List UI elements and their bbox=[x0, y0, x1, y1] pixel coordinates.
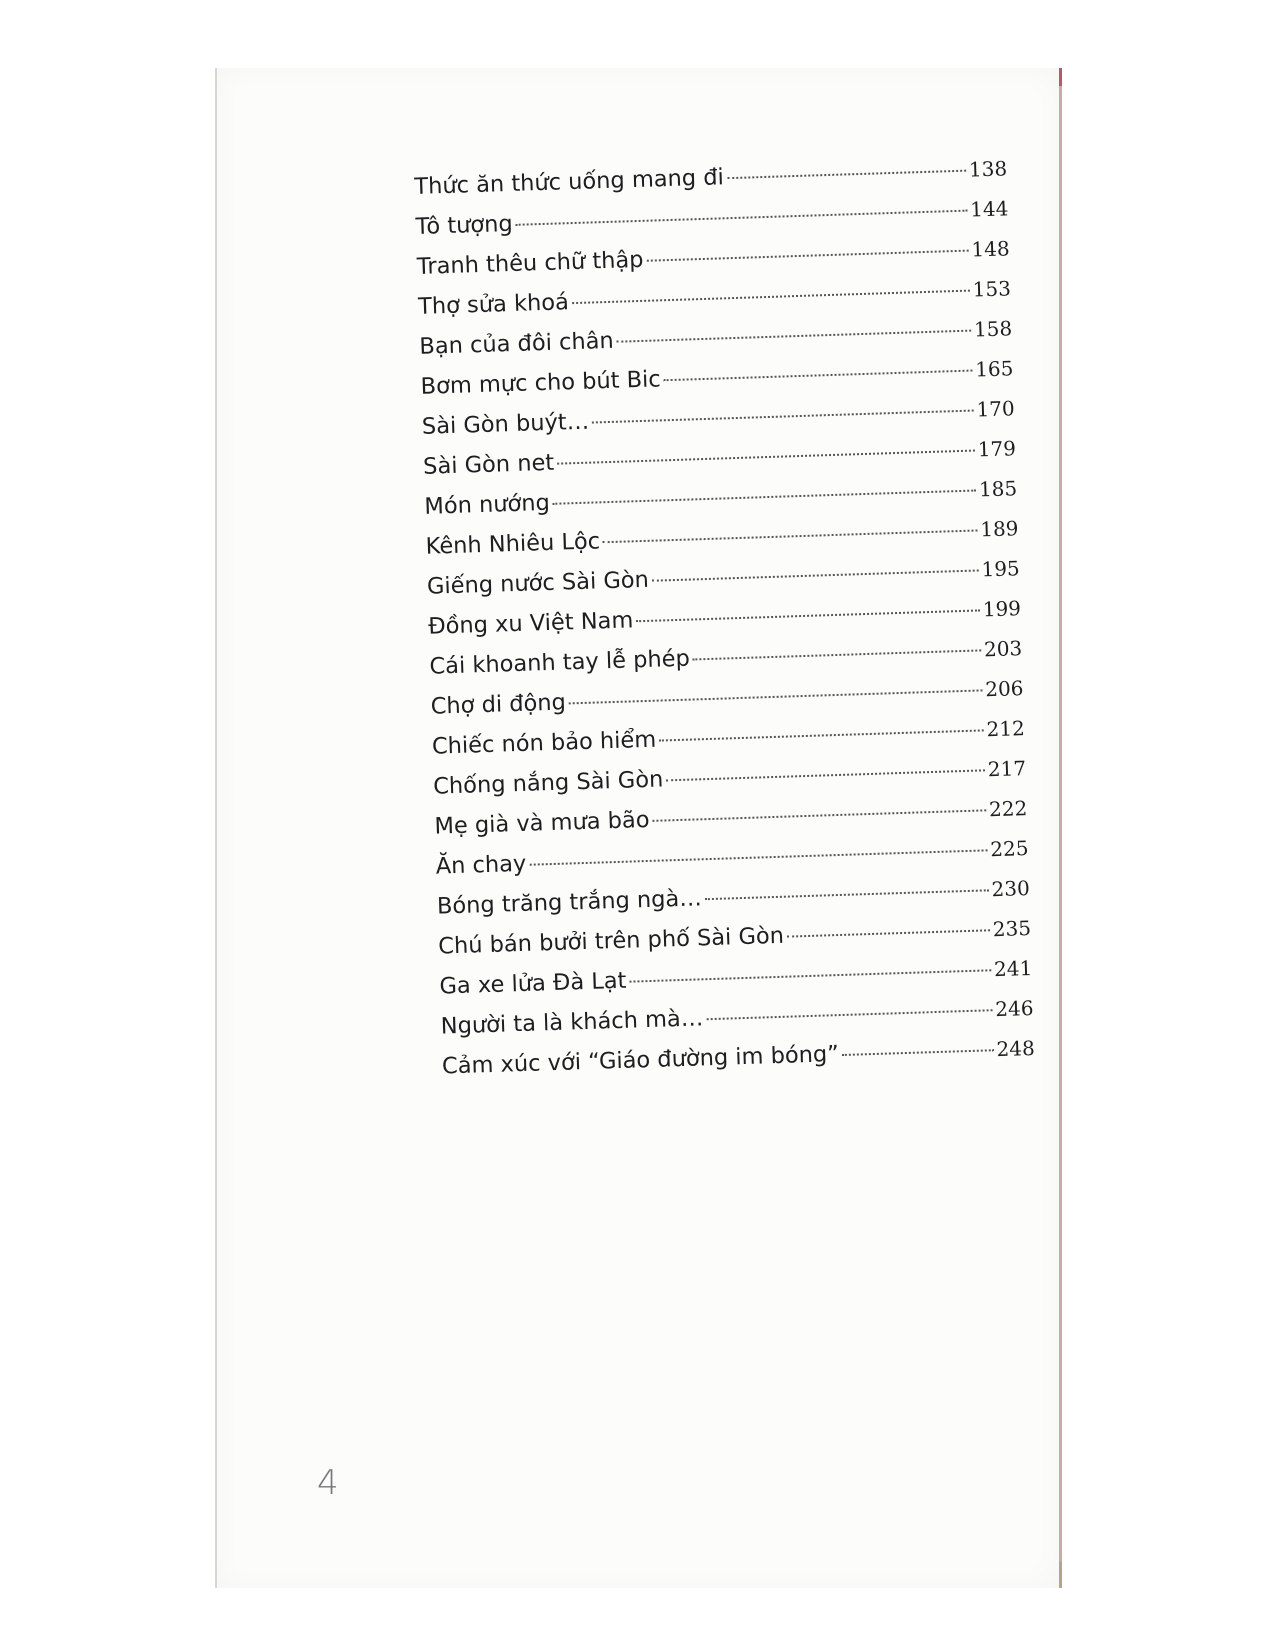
dot-leader bbox=[617, 330, 971, 343]
toc-entry-title: Kênh Nhiêu Lộc bbox=[425, 528, 601, 560]
toc-entry-title: Bạn của đôi chân bbox=[419, 327, 615, 360]
toc-entry-page: 195 bbox=[981, 556, 1021, 582]
toc-entry-title: Sài Gòn net bbox=[422, 449, 555, 480]
toc-entry-title: Giếng nước Sài Gòn bbox=[426, 566, 650, 600]
dot-leader bbox=[636, 609, 980, 622]
dot-leader bbox=[603, 529, 977, 543]
toc-entry-title: Món nướng bbox=[424, 489, 551, 520]
toc-entry-page: 206 bbox=[984, 676, 1024, 702]
toc-entry-page: 148 bbox=[971, 236, 1011, 262]
toc-entry-page: 189 bbox=[979, 516, 1019, 542]
dot-leader bbox=[693, 649, 981, 660]
toc-entry-title: Chợ di động bbox=[430, 689, 567, 720]
toc-entry-page: 248 bbox=[996, 1035, 1036, 1062]
toc-entry-page: 185 bbox=[978, 476, 1018, 502]
table-of-contents bbox=[414, 155, 1036, 1093]
toc-entry-page: 199 bbox=[982, 596, 1022, 622]
toc-entry-title: Ăn chay bbox=[435, 850, 527, 880]
toc-entry-page: 241 bbox=[993, 955, 1033, 982]
toc-entry-title: Cái khoanh tay lễ phép bbox=[429, 645, 691, 680]
dot-leader bbox=[516, 210, 968, 226]
toc-entry-page: 230 bbox=[991, 876, 1031, 902]
toc-entry-page: 170 bbox=[976, 396, 1016, 422]
dot-leader bbox=[553, 490, 976, 505]
toc-entry-title: Chiếc nón bảo hiểm bbox=[431, 726, 657, 760]
toc-entry-page: 179 bbox=[977, 436, 1017, 462]
toc-entry-title: Chống nắng Sài Gòn bbox=[432, 766, 664, 800]
toc-entry-page: 222 bbox=[988, 796, 1028, 822]
toc-entry-title: Đồng xu Việt Nam bbox=[427, 607, 634, 640]
dot-leader bbox=[705, 889, 989, 900]
toc-entry-page: 225 bbox=[989, 836, 1029, 862]
dot-leader bbox=[666, 769, 985, 781]
toc-entry-title: Tranh thêu chữ thập bbox=[416, 246, 644, 280]
dot-leader bbox=[557, 450, 975, 465]
dot-leader bbox=[842, 1049, 994, 1056]
toc-entry-title: Người ta là khách mà… bbox=[440, 1005, 704, 1040]
dot-leader bbox=[592, 410, 973, 424]
toc-entry-page: 235 bbox=[992, 915, 1032, 942]
dot-leader bbox=[652, 809, 986, 821]
toc-entry-title: Mẹ già và mưa bão bbox=[434, 806, 650, 840]
toc-entry-title: Thức ăn thức uống mang đi bbox=[414, 164, 725, 200]
toc-entry-page: 153 bbox=[972, 276, 1012, 302]
dot-leader bbox=[646, 250, 968, 262]
toc-entry-title: Ga xe lửa Đà Lạt bbox=[439, 967, 627, 1000]
page-number: 4 bbox=[317, 1463, 339, 1503]
toc-entry-title: Sài Gòn buýt… bbox=[421, 408, 590, 440]
toc-entry-page: 203 bbox=[983, 636, 1023, 662]
toc-entry-title: Bơm mực cho bút Bic bbox=[420, 366, 662, 400]
toc-entry-page: 246 bbox=[994, 995, 1034, 1022]
toc-entry-title: Cảm xúc với “Giáo đường im bóng” bbox=[441, 1041, 840, 1080]
dot-leader bbox=[664, 370, 973, 382]
toc-entry-title: Chú bán bưởi trên phố Sài Gòn bbox=[437, 922, 785, 960]
dot-leader bbox=[706, 1009, 992, 1020]
toc-entry-page: 165 bbox=[974, 356, 1014, 382]
dot-leader bbox=[569, 689, 982, 704]
toc-entry-title: Tô tượng bbox=[415, 210, 514, 240]
toc-entry-page: 138 bbox=[968, 156, 1008, 182]
dot-leader bbox=[529, 849, 987, 865]
toc-entry-page: 158 bbox=[973, 316, 1013, 342]
toc-entry-page: 217 bbox=[987, 756, 1027, 782]
toc-entry-page: 144 bbox=[969, 196, 1009, 222]
dot-leader bbox=[727, 170, 966, 180]
dot-leader bbox=[659, 729, 983, 741]
dot-leader bbox=[787, 929, 990, 937]
dot-leader bbox=[572, 290, 970, 305]
dot-leader bbox=[652, 569, 979, 581]
toc-entry-title: Bóng trăng trắng ngà… bbox=[436, 885, 703, 920]
dot-leader bbox=[629, 969, 991, 982]
toc-entry-page: 212 bbox=[986, 716, 1026, 742]
book-page bbox=[215, 68, 1062, 1588]
toc-entry-title: Thợ sửa khoá bbox=[417, 289, 570, 320]
